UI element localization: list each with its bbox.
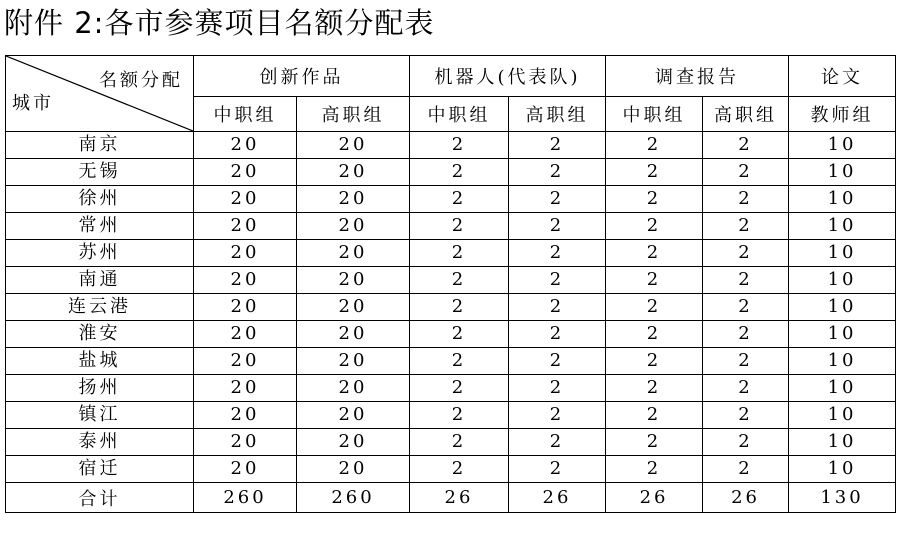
quota-cell: 2 — [509, 159, 606, 186]
quota-cell: 10 — [789, 132, 896, 159]
corner-header-cell — [6, 56, 194, 132]
table-row — [6, 348, 896, 375]
table-row — [6, 294, 896, 321]
quota-cell: 2 — [410, 132, 509, 159]
subheader-cell: 中职组 — [606, 97, 703, 132]
quota-cell: 10 — [789, 429, 896, 456]
quota-cell: 2 — [509, 213, 606, 240]
subheader-cell: 高职组 — [703, 97, 789, 132]
quota-cell: 20 — [194, 402, 297, 429]
quota-cell: 2 — [703, 159, 789, 186]
city-cell: 无锡 — [6, 159, 194, 186]
quota-cell: 10 — [789, 294, 896, 321]
quota-cell: 20 — [297, 348, 410, 375]
table-row — [6, 213, 896, 240]
quota-cell: 20 — [297, 267, 410, 294]
quota-cell: 10 — [789, 240, 896, 267]
quota-cell: 2 — [703, 429, 789, 456]
quota-cell: 2 — [509, 294, 606, 321]
quota-cell: 2 — [703, 456, 789, 483]
city-cell: 徐州 — [6, 186, 194, 213]
total-cell: 26 — [509, 483, 606, 513]
quota-cell: 20 — [297, 186, 410, 213]
quota-cell: 2 — [703, 321, 789, 348]
quota-cell: 2 — [410, 348, 509, 375]
table-row — [6, 456, 896, 483]
quota-cell: 10 — [789, 267, 896, 294]
quota-cell: 20 — [194, 321, 297, 348]
quota-cell: 2 — [410, 321, 509, 348]
total-cell: 26 — [410, 483, 509, 513]
quota-cell: 20 — [297, 159, 410, 186]
subheader-cell: 教师组 — [789, 97, 896, 132]
quota-cell: 20 — [297, 429, 410, 456]
city-cell: 泰州 — [6, 429, 194, 456]
quota-cell: 2 — [703, 240, 789, 267]
total-row — [6, 483, 896, 513]
quota-cell: 10 — [789, 375, 896, 402]
corner-label-city: 城市 — [12, 93, 54, 114]
quota-cell: 2 — [606, 159, 703, 186]
table-row — [6, 267, 896, 294]
quota-cell: 20 — [297, 132, 410, 159]
quota-cell: 2 — [509, 132, 606, 159]
quota-cell: 20 — [194, 186, 297, 213]
quota-cell: 20 — [194, 348, 297, 375]
quota-cell: 20 — [194, 267, 297, 294]
quota-cell: 2 — [410, 267, 509, 294]
document-title: 附件 2:各市参赛项目名额分配表 — [4, 6, 435, 40]
quota-cell: 2 — [703, 348, 789, 375]
city-cell: 镇江 — [6, 402, 194, 429]
quota-cell: 2 — [703, 267, 789, 294]
table-row — [6, 321, 896, 348]
quota-cell: 2 — [606, 402, 703, 429]
subheader-cell: 中职组 — [194, 97, 297, 132]
total-cell: 26 — [606, 483, 703, 513]
quota-cell: 2 — [410, 456, 509, 483]
quota-cell: 20 — [297, 456, 410, 483]
subheader-cell: 中职组 — [410, 97, 509, 132]
quota-cell: 10 — [789, 402, 896, 429]
quota-cell: 20 — [194, 294, 297, 321]
quota-cell: 20 — [297, 240, 410, 267]
quota-cell: 2 — [509, 348, 606, 375]
total-label: 合计 — [6, 483, 194, 513]
quota-cell: 20 — [297, 402, 410, 429]
quota-cell: 10 — [789, 348, 896, 375]
quota-cell: 2 — [410, 402, 509, 429]
quota-cell: 2 — [606, 348, 703, 375]
quota-cell: 20 — [194, 159, 297, 186]
quota-cell: 2 — [606, 294, 703, 321]
quota-cell: 20 — [194, 213, 297, 240]
total-cell: 260 — [194, 483, 297, 513]
table-row — [6, 132, 896, 159]
quota-cell: 10 — [789, 159, 896, 186]
city-cell: 宿迁 — [6, 456, 194, 483]
quota-cell: 2 — [509, 267, 606, 294]
quota-cell: 2 — [606, 429, 703, 456]
table-row — [6, 159, 896, 186]
city-cell: 苏州 — [6, 240, 194, 267]
group-header-survey-report: 调查报告 — [606, 56, 789, 97]
table-row — [6, 402, 896, 429]
allocation-table — [5, 55, 896, 513]
city-cell: 南通 — [6, 267, 194, 294]
quota-cell: 20 — [194, 132, 297, 159]
quota-cell: 2 — [606, 186, 703, 213]
quota-cell: 2 — [410, 159, 509, 186]
quota-cell: 2 — [703, 213, 789, 240]
table-row — [6, 240, 896, 267]
quota-cell: 2 — [606, 240, 703, 267]
quota-cell: 20 — [297, 213, 410, 240]
quota-cell: 20 — [297, 294, 410, 321]
quota-cell: 20 — [194, 456, 297, 483]
quota-cell: 20 — [194, 429, 297, 456]
total-cell: 26 — [703, 483, 789, 513]
quota-cell: 2 — [410, 213, 509, 240]
quota-cell: 2 — [703, 132, 789, 159]
quota-cell: 2 — [703, 402, 789, 429]
total-cell: 130 — [789, 483, 896, 513]
quota-cell: 2 — [509, 456, 606, 483]
city-cell: 常州 — [6, 213, 194, 240]
quota-cell: 2 — [410, 186, 509, 213]
quota-cell: 2 — [410, 294, 509, 321]
quota-cell: 20 — [297, 321, 410, 348]
quota-cell: 2 — [410, 375, 509, 402]
quota-cell: 2 — [509, 429, 606, 456]
table-row — [6, 186, 896, 213]
table-row — [6, 429, 896, 456]
quota-cell: 2 — [703, 294, 789, 321]
quota-cell: 10 — [789, 456, 896, 483]
quota-cell: 2 — [410, 429, 509, 456]
group-header-paper: 论文 — [789, 56, 896, 97]
quota-cell: 2 — [606, 213, 703, 240]
quota-cell: 2 — [606, 456, 703, 483]
city-cell: 扬州 — [6, 375, 194, 402]
city-cell: 淮安 — [6, 321, 194, 348]
quota-cell: 20 — [194, 240, 297, 267]
quota-cell: 10 — [789, 186, 896, 213]
quota-cell: 2 — [606, 375, 703, 402]
group-header-innovation: 创新作品 — [194, 56, 410, 97]
quota-cell: 2 — [606, 132, 703, 159]
subheader-cell: 高职组 — [297, 97, 410, 132]
quota-cell: 10 — [789, 321, 896, 348]
quota-cell: 2 — [606, 267, 703, 294]
quota-cell: 2 — [703, 375, 789, 402]
city-cell: 盐城 — [6, 348, 194, 375]
quota-cell: 2 — [606, 321, 703, 348]
quota-cell: 2 — [410, 240, 509, 267]
group-header-robot: 机器人(代表队) — [410, 56, 606, 97]
quota-cell: 20 — [194, 375, 297, 402]
header-row-groups — [6, 56, 896, 97]
city-cell: 南京 — [6, 132, 194, 159]
quota-cell: 2 — [509, 186, 606, 213]
quota-cell: 2 — [509, 240, 606, 267]
city-cell: 连云港 — [6, 294, 194, 321]
corner-label-allocation: 名额分配 — [99, 70, 183, 91]
total-cell: 260 — [297, 483, 410, 513]
quota-cell: 2 — [509, 402, 606, 429]
quota-cell: 2 — [509, 321, 606, 348]
quota-cell: 10 — [789, 213, 896, 240]
quota-cell: 2 — [703, 186, 789, 213]
table-body — [6, 132, 896, 483]
table-row — [6, 375, 896, 402]
quota-cell: 20 — [297, 375, 410, 402]
quota-cell: 2 — [509, 375, 606, 402]
subheader-cell: 高职组 — [509, 97, 606, 132]
